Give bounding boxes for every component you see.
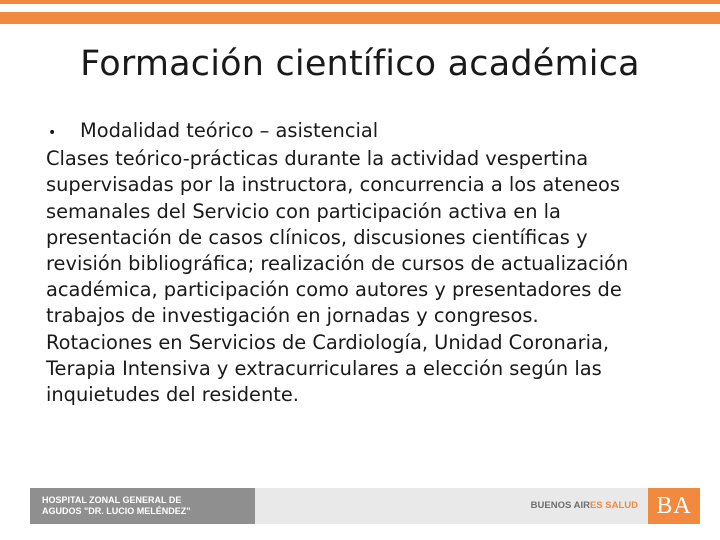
- paragraph-rotations: Rotaciones en Servicios de Cardiología, Unidad Coronaria, Terapia Intensiva y extracurriculares a elección según las inquietudes del residente.: [46, 330, 610, 407]
- bullet-item: [46, 118, 646, 146]
- paragraph-activities: Clases teórico-prácticas durante la actividad vespertina supervisadas por la instructora, concurrencia a los ateneos semanales del Servicio con participación activa en la presentación de casos clínicos, discusiones científicas y revisión bibliográfica; realización de cursos de actualización académica, participación como autores y presentadores de trabajos de investigación en jornadas y congresos.: [46, 147, 629, 328]
- top-accent-bar-thick: [0, 12, 720, 24]
- footer-brand-area: [255, 488, 648, 524]
- brand-text-part1: BUENOS AIR: [530, 500, 590, 511]
- slide-title: Formación científico académica: [80, 44, 640, 84]
- slide-body: [46, 118, 646, 408]
- hospital-name-line1: HOSPITAL ZONAL GENERAL DE: [42, 495, 182, 505]
- bullet-text: Modalidad teórico – asistencial: [80, 119, 379, 142]
- footer: [30, 488, 700, 524]
- hospital-name: [30, 488, 255, 524]
- top-accent-bar-thin: [0, 0, 720, 4]
- ba-logo-icon: BA: [648, 488, 700, 524]
- bullet-dot-icon: •: [48, 125, 57, 141]
- brand-text: [531, 500, 638, 511]
- brand-text-part2: ES SALUD: [589, 500, 638, 511]
- hospital-name-line2: AGUDOS "DR. LUCIO MELÉNDEZ": [42, 506, 191, 516]
